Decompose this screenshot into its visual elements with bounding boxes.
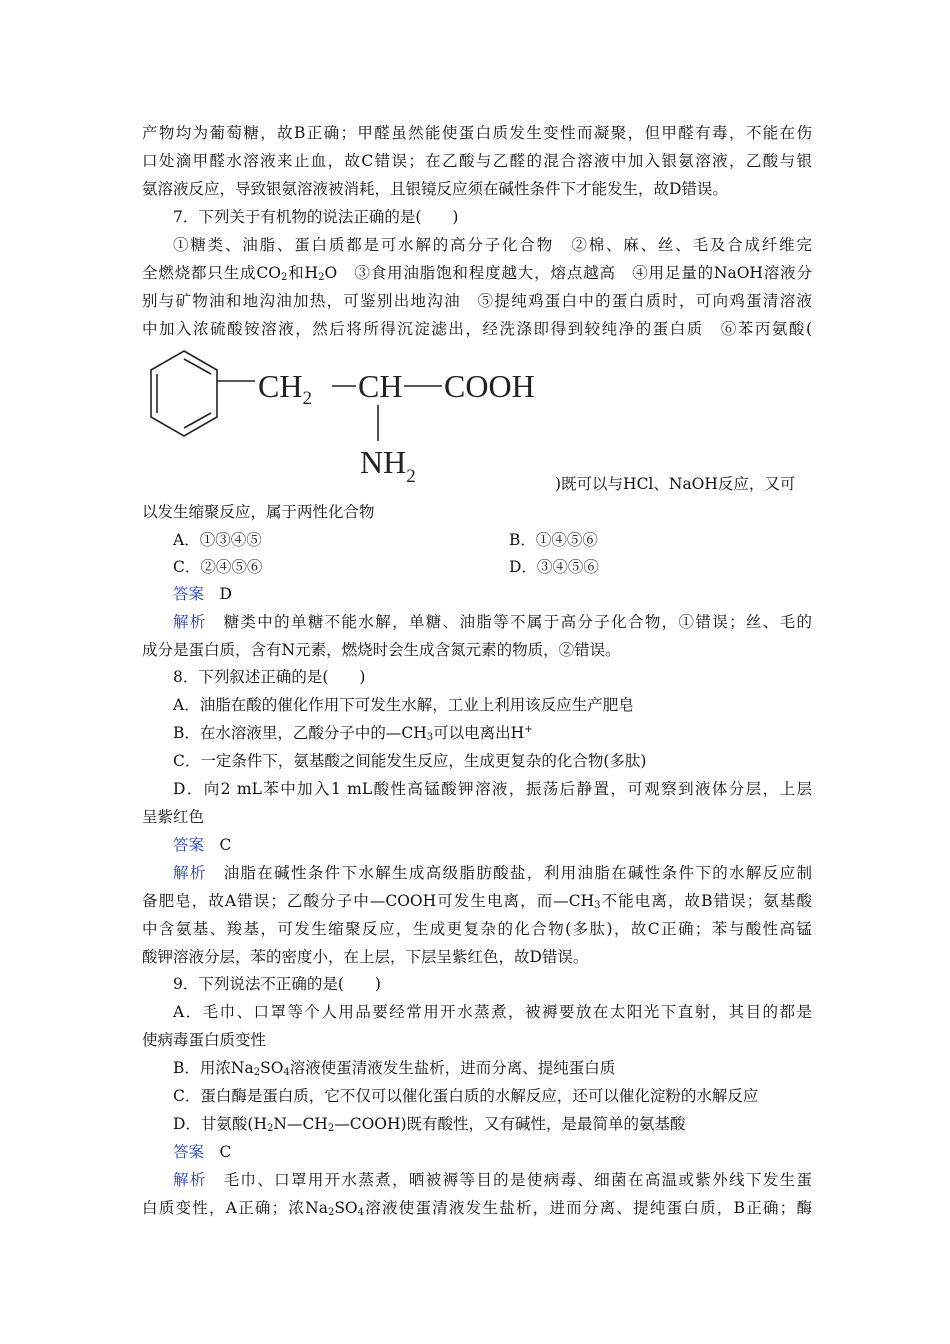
option-a: A．油脂在酸的催化作用下可发生水解，工业上利用该反应生产肥皂	[173, 696, 634, 714]
explanation-label: 解析	[173, 1171, 207, 1189]
explanation-line: 解析 油脂在碱性条件下水解生成高级脂肪酸盐，利用油脂在碱性条件下的水解反应制	[173, 864, 812, 882]
ch2-group: $CH_2$	[258, 368, 312, 409]
answer-label: 答案	[173, 836, 205, 854]
option-c: C．②④⑤⑥	[173, 558, 263, 576]
text-line: 氨溶液反应，导致银氨溶液被消耗，且银镜反应须在碱性条件下才能发生，故D错误。	[142, 180, 728, 198]
answer-line: 答案 C	[173, 1143, 232, 1161]
question-9-stem: 9．下列说法不正确的是( )	[173, 975, 381, 993]
answer-line: 答案 C	[173, 836, 232, 854]
option-a: A．①③④⑤	[173, 531, 262, 549]
explanation-line: 解析 毛巾、口罩用开水蒸煮，晒被褥等目的是使病毒、细菌在高温或紫外线下发生蛋	[173, 1171, 812, 1189]
explanation-line: 中含氨基、羧基，可发生缩聚反应，生成更复杂的化合物(多肽)，故C正确；苯与酸性高锰	[142, 920, 812, 938]
option-row	[173, 526, 812, 554]
explanation-line: 备肥皂，故A错误；乙酸分子中—COOH可发生电离，而$—CH_3$不能电离，故B错误；氨基酸	[142, 892, 812, 911]
explanation-line: 成分是蛋白质，含有N元素，燃烧时会生成含氮元素的物质，②错误。	[142, 641, 621, 659]
option-row	[173, 553, 812, 581]
nh2-group: $NH_2$	[360, 444, 416, 487]
explanation-label: 解析	[173, 864, 207, 882]
explanation-line: 白质变性，A正确；浓$Na_2SO_4$溶液使蛋清液发生盐析，进而分离、提纯蛋白质，B正确；酶	[142, 1199, 812, 1218]
option-c: C．一定条件下，氨基酸之间能发生反应，生成更复杂的化合物(多肽)	[173, 752, 647, 770]
explanation-label: 解析	[173, 613, 207, 631]
text-line: 口处滴甲醛水溶液来止血，故C错误；在乙酸与乙醛的混合溶液中加入银氨溶液，乙酸与银	[142, 152, 812, 170]
text-line: )既可以与HCl、NaOH反应，又可	[555, 475, 796, 493]
option-d: D．甘氨酸$(H_2N—CH_2—COOH)$既有酸性，又有碱性，是最简单的氨基酸	[173, 1115, 686, 1134]
text-line: 使病毒蛋白质变性	[142, 1031, 267, 1049]
ch-group: CH	[358, 368, 403, 404]
answer-line: 答案 D	[173, 585, 232, 603]
option-b: B．用浓$Na_2SO_4$溶液使蛋清液发生盐析，进而分离、提纯蛋白质	[173, 1059, 616, 1078]
text-line: ①糖类、油脂、蛋白质都是可水解的高分子化合物 ②棉、麻、丝、毛及合成纤维完	[173, 236, 812, 254]
option-b: B．①④⑤⑥	[509, 531, 598, 549]
question-8-stem: 8．下列叙述正确的是( )	[173, 668, 366, 686]
option-a: A．毛巾、口罩等个人用品要经常用开水蒸煮，被褥要放在太阳光下直射，其目的都是	[173, 1003, 812, 1021]
option-c: C．蛋白酶是蛋白质，它不仅可以催化蛋白质的水解反应，还可以催化淀粉的水解反应	[173, 1087, 759, 1105]
text-line: 全燃烧都只生成$CO_2$和$H_2O$ ③食用油脂饱和程度越大，熔点越高 ④用足量的NaOH溶液分	[142, 264, 812, 283]
answer-label: 答案	[173, 1143, 205, 1161]
text-line: 产物均为葡萄糖，故B正确；甲醛虽然能使蛋白质发生变性而凝聚，但甲醛有毒，不能在伤	[142, 124, 812, 142]
question-7-stem: 7．下列关于有机物的说法正确的是( )	[173, 208, 459, 226]
option-b: B．在水溶液里，乙酸分子中的$—CH_3$可以电离出H+	[173, 724, 533, 743]
answer-label: 答案	[173, 585, 205, 603]
text-line: 以发生缩聚反应，属于两性化合物	[142, 503, 375, 521]
text-line: 中加入浓硫酸铵溶液，然后将所得沉淀滤出，经洗涤即得到较纯净的蛋白质 ⑥苯丙氨酸(	[142, 320, 812, 338]
cooh-group: COOH	[444, 368, 535, 404]
option-d: D．向2 mL苯中加入1 mL酸性高锰酸钾溶液，振荡后静置，可观察到液体分层，上层	[173, 780, 812, 798]
text-line: 呈紫红色	[142, 808, 205, 826]
text-line: 别与矿物油和地沟油加热，可鉴别出地沟油 ⑤提纯鸡蛋白中的蛋白质时，可向鸡蛋清溶液	[142, 292, 812, 310]
explanation-line: 酸钾溶液分层，苯的密度小，在上层，下层呈紫红色，故D错误。	[142, 948, 589, 966]
option-d: D．③④⑤⑥	[509, 558, 599, 576]
explanation-line: 解析 糖类中的单糖不能水解，单糖、油脂等不属于高分子化合物，①错误；丝、毛的	[173, 613, 812, 631]
phenylalanine-structure	[142, 343, 572, 493]
